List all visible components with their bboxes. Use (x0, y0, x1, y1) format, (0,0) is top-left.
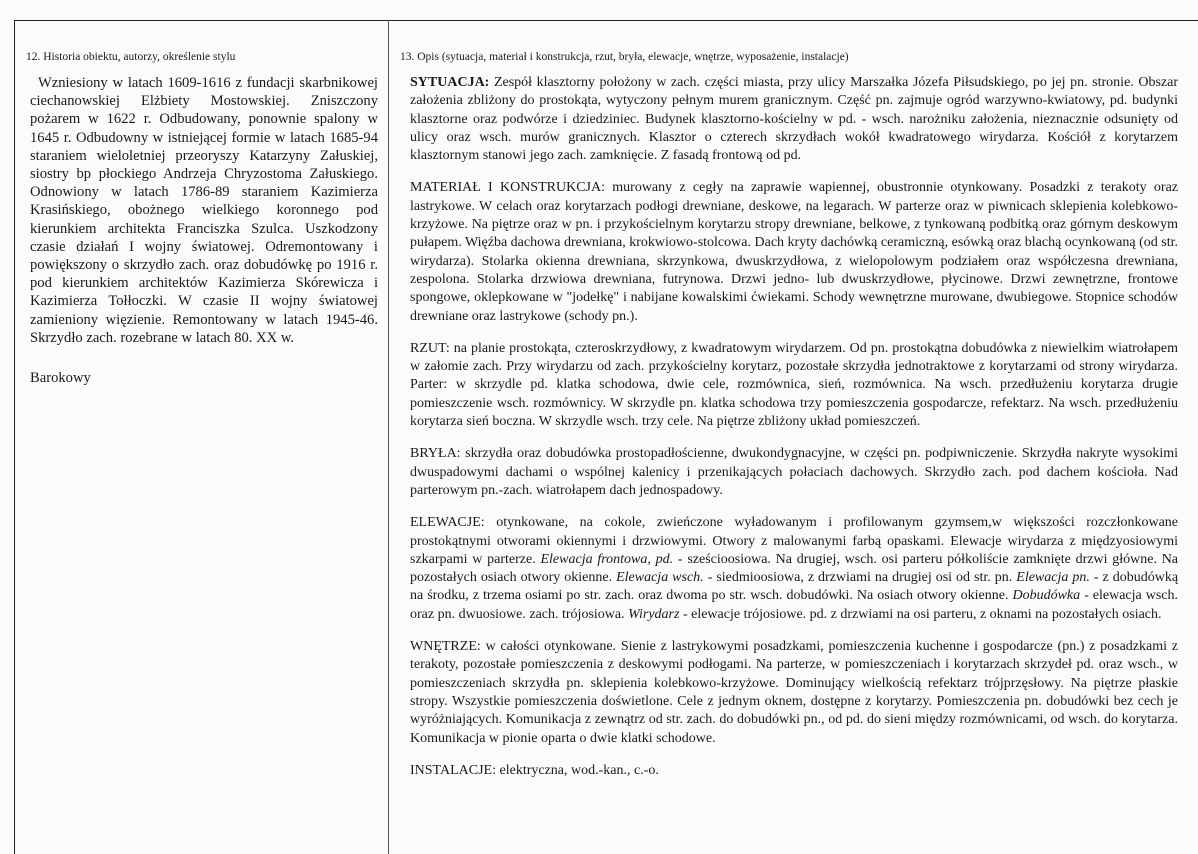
section-text: - elewacje trójosiowe. pd. z drzwiami na osi parteru, z oknami na pozostałych osiach. (682, 606, 1162, 622)
section-sytuacja (410, 74, 1178, 165)
history-text-block (30, 74, 378, 347)
section-label: WNĘTRZE: (410, 639, 481, 655)
section-label: RZUT: (410, 340, 450, 356)
section-italic-term: Elewacja pn. (1016, 570, 1090, 586)
section-text: - z dobudówką na środku, z trzema osiami po str. zach. oraz dwoma po str. wsch. dobudówki. Na osiach otwory okienne. (410, 570, 1179, 604)
section-text: - elewacja wsch. oraz pn. dwuosiowe. zach. trójosiowa. (410, 588, 1179, 622)
history-paragraph: Wzniesiony w latach 1609-1616 z fundacji skarbnikowej ciechanowskiej Elżbiety Mostowskiej. Zniszczony pożarem w 1622 r. Odbudowany, ponownie spalony w 1645 r. Odbudowny w istniejącej formie w latach 1685-94 staraniem wieloletniej przeoryszy Katarzyny Załuskiej, siostry bp płockiego Andrzeja Chryzostoma Załuskiego. Odnowiony w latach 1786-89 staraniem Kazimierza Krasińskiego, obożnego wielkiego koronnego pod kierunkiem architekta Franciszka Szulca. Uszkodzony czasie działań I wojny światowej. Odremontowany i powiększony o skrzydło zach. oraz dobudówkę po 1916 r. pod kierunkiem architektów Kazimierza Skórewicza i Kazimierza Tołłoczki. W czasie II wojny światowej zamieniony więzienie. Remontowany w latach 1945-46. Skrzydło zach. rozebrane w latach 80. XX w. (30, 75, 378, 346)
section-elewacje (410, 514, 1178, 624)
history-heading: 12. Historia obiektu, autorzy, określenie stylu (26, 51, 236, 63)
section-italic-term: Elewacja wsch. (616, 570, 704, 586)
section-instalacje (410, 762, 1178, 780)
section-text: - sześcioosiowa. Na drugiej, wsch. osi parteru półkoliście zamknięte drzwi główne. Na pozostałych osiach otwory okienne. (410, 551, 1179, 586)
section-label: BRYŁA: (410, 446, 461, 462)
section-italic-term: Elewacja frontowa, pd. (540, 551, 674, 567)
section-bryla (410, 445, 1178, 500)
description-column (400, 50, 1178, 794)
section-text: murowany z cegły na zaprawie wapiennej, obustronnie otynkowany. Posadzki z terakoty oraz lastrykowe. W celach oraz korytarzach podłogi drewniane, deskowe, na legarach. W parterze oraz w piwnicach sklepienia kolebkowo-krzyżowe. Na piętrze oraz w pn. i przykościelnym korytarzu stropy drewniane, belkowe, z tynkowaną podbitką oraz górnym deskowym pułapem. Więźba dachowa drewniana, krokwiowo-stolcowa. Dach kryty dachówką ceramiczną, esówką oraz blachą ocynkowaną (od str. wirydarza). Stolarka okienna drewniana, skrzynkowa, dwuskrzydłowa, z wielopolowym podziałem oraz współczesna drewniana, zespolona. Stolarka drzwiowa drewniana, futrynowa. Drzwi jedno- lub dwuskrzydłowe, płycinowe. Drzwi zewnętrzne, frontowe spongowe, oklepkowane w "jodełkę" i nabijane kowalskimi ćwiekami. Schody wewnętrzne murowane, dwubiegowe. Stopnice schodów drewniane oraz lastrykowe (schody pn.). (410, 180, 1179, 324)
history-column (26, 50, 378, 387)
style-value: Barokowy (30, 370, 91, 387)
section-rzut (410, 340, 1178, 431)
section-text: otynkowane, na cokole, zwieńczone wyładowanym i profilowanym gzymsem,w większości rozczłonkowane prostokątnymi otworami okiennymi i drzwiowymi. Otwory z malowanymi farbą opaskami. Elewacje wirydarza z międzyosiowymi szkarpami w parterze. (410, 515, 1179, 567)
section-label: MATERIAŁ I KONSTRUKCJA: (410, 180, 605, 196)
section-italic-term: Wirydarz (628, 606, 680, 622)
description-heading: 13. Opis (sytuacja, materiał i konstrukcja, rzut, bryła, elewacje, wnętrze, wyposażenie, instalacje) (400, 51, 849, 63)
section-text: Zespół klasztorny położony w zach. części miasta, przy ulicy Marszałka Józefa Piłsudskiego, po jej pn. stronie. Obszar założenia zbliżony do prostokąta, wytyczony pełnym murem granicznym. Część pn. zajmuje ogród warzywno-kwiatowy, pd. budynki klasztorne oraz podwórze i dziedziniec. Budynek klasztorno-kościelny w pd. - wsch. narożniku założenia, nieznacznie odsunięty od ulicy oraz wsch. murów granicznych. Klasztor o czterech skrzydłach wokół kwadratowego wirydarza. Kościół z korytarzem klasztornym stanowi jego zach. zamknięcie. Z fasadą frontową od pd. (410, 75, 1179, 164)
section-text: na planie prostokąta, czteroskrzydłowy, z kwadratowym wirydarzem. Od pn. prostokątna dobudówka z niewielkim wiatrołapem w załomie zach. Przy wirydarzu od zach. przykościelny korytarz, pozostałe skrzydła jednotraktowe z korytarzami od strony wirydarza. Parter: w skrzydle pd. klatka schodowa, dwie cele, rozmównica, sień, rozmównica. Na wsch. przedłużeniu korytarza drugie pomieszczenie wsch. rozmównicy. W skrzydle pn. klatka schodowa trzy pomieszczenia gospodarcze, refektarz. Na wsch. przedłużeniu korytarza sień boczna. W skrzydle wsch. trzy cele. Na piętrze zbliżony układ pomieszczeń. (410, 340, 1179, 430)
section-text: skrzydła oraz dobudówka prostopadłościenne, dwukondygnacyjne, w części pn. podpiwniczenie. Skrzydła nakryte wysokimi dwuspadowymi dachami o wspólnej kalenicy i przenikających połaciach dachowych. Skrzydło zach. pod dachem kościoła. Nad parterowym pn.-zach. wiatrołapem dach jednospadowy. (410, 446, 1178, 498)
section-text: elektryczna, wod.-kan., c.-o. (499, 762, 659, 778)
section-label: INSTALACJE: (410, 762, 496, 778)
section-label: ELEWACJE: (410, 515, 485, 531)
section-wnetrze (410, 638, 1178, 748)
frame-left-line (14, 20, 15, 854)
section-italic-term: Dobudówka (1012, 588, 1081, 604)
section-text: - siedmioosiowa, z drzwiami na drugiej osi od str. pn. (707, 570, 1013, 586)
frame-top-line (14, 20, 1198, 21)
section-label: SYTUACJA: (410, 75, 490, 90)
section-text: w całości otynkowane. Sienie z lastrykowymi posadzkami, pomieszczenia kuchenne i gospodarcze (pn.) z posadzkami z terakoty, pozostałe pomieszczenia z deskowymi podłogami. Na parterze, w pomieszczeniach i korytarzach skrzydeł pd. oraz wsch., w pomieszczeniach skrzydła pn. sklepienia kolebkowo-krzyżowe. Dominujący wielkością refektarz trójprzęsłowy. Na piętrze płaskie stropy. Wszystkie pomieszczenia doświetlone. Cele z jednym oknem, dostępne z korytarzy. Pomieszczenia pn. dobudówki bez cech je wyróżniających. Komunikacja z zewnątrz od str. zach. do dobudówki pn., od pd. do sieni między rozmównicami, od wsch. do korytarza. Komunikacja w pionie oparta o dwie klatki schodowe. (410, 639, 1179, 746)
section-material (410, 179, 1178, 325)
column-divider (388, 20, 389, 854)
